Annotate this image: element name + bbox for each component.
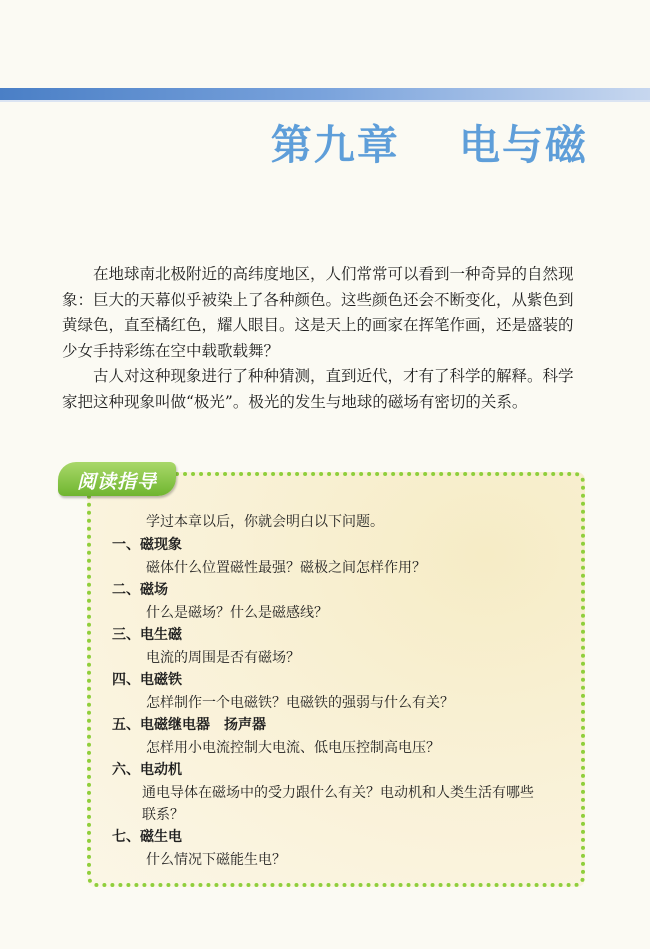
topic-question: 磁体什么位置磁性最强？磁极之间怎样作用？ (146, 560, 426, 576)
guide-topic (112, 759, 572, 826)
topic-heading: 四、电磁铁 (112, 672, 182, 688)
topic-heading: 五、电磁继电器 扬声器 (112, 717, 266, 733)
topic-question: 怎样制作一个电磁铁？电磁铁的强弱与什么有关？ (146, 695, 454, 711)
topic-question: 什么情况下磁能生电？ (146, 852, 286, 868)
chapter-title: 第九章 电与磁 (270, 121, 588, 169)
topic-heading: 三、电生磁 (112, 627, 182, 643)
guide-topic (112, 669, 572, 714)
topic-question: 电流的周围是否有磁场？ (146, 650, 300, 666)
header-band-shadow (0, 100, 650, 102)
reading-guide-tab (58, 462, 176, 496)
guide-intro: 学过本章以后，你就会明白以下问题。 (146, 514, 384, 530)
topic-question: 什么是磁场？什么是磁感线？ (146, 605, 328, 621)
intro-paragraph-1: 在地球南北极附近的高纬度地区，人们常常可以看到一种奇异的自然现象：巨大的天幕似乎被染上了各种颜色。这些颜色还会不断变化，从紫色到黄绿色，直至橘红色，耀人眼目。这是天上的画家在挥笔作画，还是盛装的少女手持彩练在空中载歌载舞？ (62, 265, 574, 360)
guide-topic (112, 579, 572, 624)
topic-heading: 二、磁场 (112, 582, 168, 598)
reading-guide-content (112, 510, 572, 871)
header-band (0, 88, 650, 100)
intro-text (62, 262, 578, 415)
topic-heading: 六、电动机 (112, 762, 182, 778)
guide-topic (112, 624, 572, 669)
topic-heading: 一、磁现象 (112, 537, 182, 553)
guide-topic (112, 826, 572, 871)
topic-heading: 七、磁生电 (112, 829, 182, 845)
guide-topic (112, 714, 572, 759)
guide-topic (112, 534, 572, 579)
topic-question: 怎样用小电流控制大电流、低电压控制高电压？ (146, 740, 440, 756)
reading-guide-tab-label: 阅读指导 (76, 471, 157, 493)
topic-question: 通电导体在磁场中的受力跟什么有关？电动机和人类生活有哪些联系？ (142, 785, 534, 823)
intro-paragraph-2: 古人对这种现象进行了种种猜测，直到近代，才有了科学的解释。科学家把这种现象叫做“极光”。极光的发生与地球的磁场有密切的关系。 (62, 367, 574, 411)
